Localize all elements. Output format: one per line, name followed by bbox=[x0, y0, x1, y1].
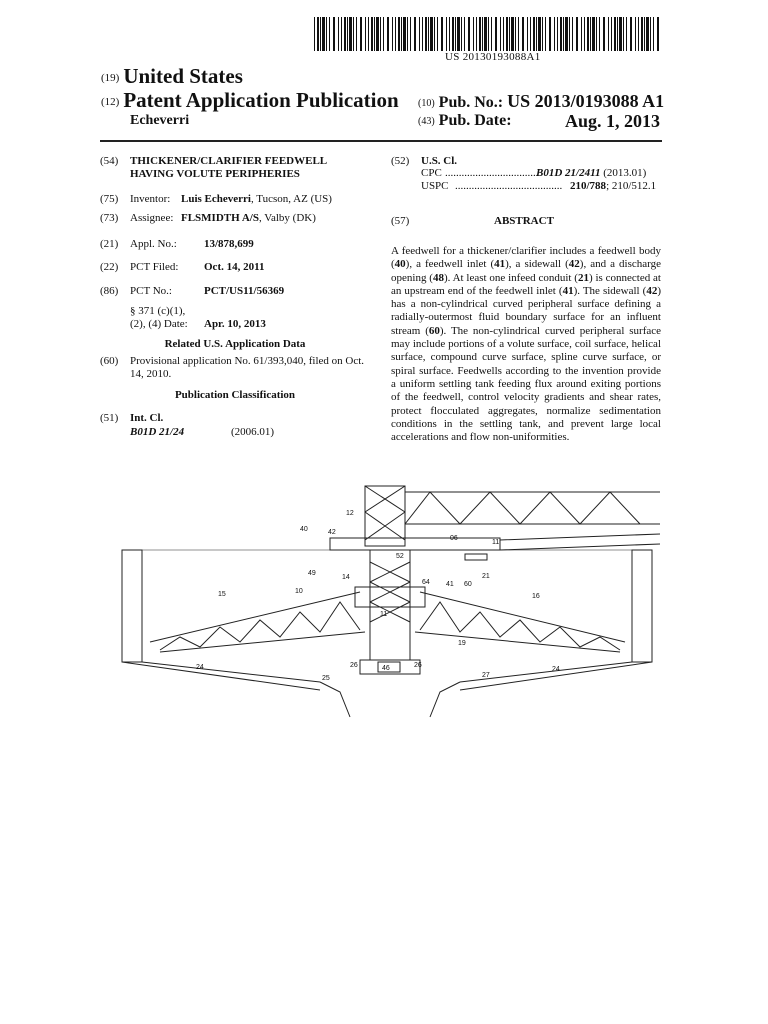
barcode-bar bbox=[455, 17, 456, 51]
barcode-bar bbox=[650, 17, 651, 51]
us-cl-label: U.S. Cl. bbox=[421, 155, 458, 167]
ref-numeral: 48 bbox=[432, 271, 444, 284]
barcode-bar bbox=[482, 17, 483, 51]
barcode-bar bbox=[360, 17, 362, 51]
barcode-bar bbox=[414, 17, 416, 51]
uspc-secondary: ; 210/512.1 bbox=[606, 180, 657, 192]
barcode-bar bbox=[488, 17, 489, 51]
patent-drawing bbox=[120, 482, 660, 722]
pubtype-name: Patent Application Publication bbox=[123, 88, 399, 112]
barcode-bar bbox=[506, 17, 508, 51]
barcode-bar bbox=[434, 17, 435, 51]
pct-filed-label: PCT Filed: bbox=[130, 261, 179, 273]
country-heading bbox=[101, 64, 243, 89]
barcode-bar bbox=[344, 17, 346, 51]
barcode-bar bbox=[530, 17, 531, 51]
barcode-bar bbox=[461, 17, 462, 51]
barcode-bar bbox=[635, 17, 636, 51]
drawing-label: 52 bbox=[396, 553, 404, 560]
barcode-bar bbox=[341, 17, 342, 51]
inventor-label: Inventor: bbox=[130, 193, 171, 205]
drawing-label: 14 bbox=[342, 574, 350, 581]
bridge-truss bbox=[365, 486, 660, 546]
drawing-label: 64 bbox=[422, 579, 430, 586]
barcode-bar bbox=[560, 17, 562, 51]
barcode-bar bbox=[329, 17, 330, 51]
pubno-value: US 2013/0193088 A1 bbox=[507, 91, 665, 111]
title-line-2: HAVING VOLUTE PERIPHERIES bbox=[130, 168, 300, 180]
abstract-seg: ). The non-cylindrical curved peripheral surface may include portions of a volute surface, coil surface, helical surface, compound curve surface, spline curve surface, or spiral surface. Feedwells according to the invention provide a uniform settling tank feeding flux around exiting portions of the feedwell, control velocity gradients and shear rates, protect flocculated aggregates, normalize sedimentation conditions in the settling tank, and prevent large local accelerations and flow non-uniformities. bbox=[391, 324, 662, 444]
barcode-bar bbox=[533, 17, 535, 51]
appl-no-value: 13/878,699 bbox=[204, 238, 254, 250]
field-57-code: (57) bbox=[391, 215, 410, 227]
drawing-label: 15 bbox=[218, 591, 226, 598]
drawing-label: 41 bbox=[446, 581, 454, 588]
barcode-bar bbox=[590, 17, 591, 51]
field-60-code: (60) bbox=[100, 355, 119, 367]
barcode-bar bbox=[317, 17, 319, 51]
barcode-number: US 20130193088A1 bbox=[445, 51, 541, 63]
uspc-dots: ....................................... bbox=[455, 180, 563, 192]
drawing-label: 11 bbox=[492, 539, 500, 546]
int-cl-class: B01D 21/24 bbox=[130, 426, 185, 438]
barcode-bar bbox=[374, 17, 375, 51]
field-22-code: (22) bbox=[100, 261, 119, 273]
barcode-bar bbox=[584, 17, 585, 51]
barcode-bar bbox=[428, 17, 429, 51]
barcode-bar bbox=[479, 17, 481, 51]
barcode-bar bbox=[365, 17, 366, 51]
pubtype-code: (12) bbox=[101, 96, 120, 109]
title-line-1: THICKENER/CLARIFIER FEEDWELL bbox=[130, 155, 328, 167]
barcode-bar bbox=[611, 17, 612, 51]
ref-numeral: 41 bbox=[494, 258, 506, 271]
provisional-line-1: Provisional application No. 61/393,040, filed on Oct. bbox=[130, 355, 365, 367]
barcode-bar bbox=[554, 17, 555, 51]
drawing-label: 27 bbox=[482, 672, 490, 679]
feed-pipe bbox=[330, 534, 660, 560]
drawing-label: 24 bbox=[196, 664, 204, 671]
barcode-bar bbox=[545, 17, 546, 51]
field-86-code: (86) bbox=[100, 285, 119, 297]
drawing-label: 49 bbox=[308, 570, 316, 577]
barcode-bar bbox=[587, 17, 589, 51]
drawing-label: 25 bbox=[322, 675, 330, 682]
pct-no-label: PCT No.: bbox=[130, 285, 172, 297]
abstract-seg: ) has a non-cylindrical curved peripheral surface defining a radially-outermost fluid boundary surface for an influent stream ( bbox=[391, 284, 661, 337]
barcode-bar bbox=[557, 17, 558, 51]
section-371-line-1: § 371 (c)(1), bbox=[130, 305, 186, 317]
barcode-bar bbox=[398, 17, 400, 51]
drawing-label: 12 bbox=[346, 510, 354, 517]
drawing-label: 11 bbox=[380, 611, 388, 618]
barcode-bar bbox=[572, 17, 573, 51]
barcode-bar bbox=[617, 17, 618, 51]
rake-arm-left bbox=[150, 592, 365, 652]
barcode-bar bbox=[641, 17, 643, 51]
barcode-bar bbox=[437, 17, 438, 51]
abstract-seg: ). The sidewall ( bbox=[573, 284, 647, 297]
barcode-bar bbox=[623, 17, 624, 51]
int-cl-year: (2006.01) bbox=[231, 426, 275, 438]
cpc-value bbox=[536, 167, 646, 180]
ref-numeral: 60 bbox=[428, 324, 440, 337]
barcode-bar bbox=[638, 17, 639, 51]
barcode-bar bbox=[368, 17, 369, 51]
barcode-bar bbox=[430, 17, 433, 51]
field-75-code: (75) bbox=[100, 193, 119, 205]
barcode-bar bbox=[356, 17, 357, 51]
barcode-bar bbox=[599, 17, 600, 51]
barcode-bar bbox=[619, 17, 622, 51]
barcode-bar bbox=[536, 17, 537, 51]
barcode-bar bbox=[376, 17, 379, 51]
country-code: (19) bbox=[101, 72, 120, 85]
barcode-bar bbox=[326, 17, 327, 51]
barcode-bar bbox=[401, 17, 402, 51]
barcode-bar bbox=[503, 17, 504, 51]
barcode-bar bbox=[657, 17, 659, 51]
cpc-dots: .................................. bbox=[445, 167, 539, 179]
barcode-bar bbox=[380, 17, 381, 51]
barcode-bar bbox=[419, 17, 420, 51]
barcode-bar bbox=[626, 17, 627, 51]
barcode-bar bbox=[347, 17, 348, 51]
cpc-class: B01D 21/2411 bbox=[536, 167, 601, 179]
barcode-bar bbox=[353, 17, 354, 51]
barcode-bar bbox=[371, 17, 373, 51]
drawing-label: 21 bbox=[482, 573, 490, 580]
barcode-bar bbox=[614, 17, 616, 51]
barcode-bar bbox=[653, 17, 654, 51]
ref-numeral: 40 bbox=[394, 258, 406, 271]
barcode-bar bbox=[387, 17, 389, 51]
barcode-bar bbox=[565, 17, 568, 51]
inventor-value bbox=[181, 193, 332, 206]
barcode-bar bbox=[403, 17, 406, 51]
abstract-seg: ), and a discharge opening ( bbox=[391, 258, 661, 284]
barcode-bar bbox=[349, 17, 352, 51]
abstract-seg: ). At least one infeed conduit ( bbox=[443, 271, 578, 284]
drawing-label: 46 bbox=[382, 665, 390, 672]
center-column bbox=[355, 550, 425, 660]
barcode-bar bbox=[320, 17, 321, 51]
assignee-value bbox=[181, 212, 316, 225]
barcode-bar bbox=[563, 17, 564, 51]
country-name: United States bbox=[123, 64, 243, 88]
barcode-bar bbox=[476, 17, 477, 51]
barcode-bar bbox=[596, 17, 597, 51]
barcode-bar bbox=[509, 17, 510, 51]
barcode-bar bbox=[491, 17, 492, 51]
inventor-short-name: Echeverri bbox=[130, 113, 190, 128]
barcode-bar bbox=[484, 17, 487, 51]
ref-numeral: 41 bbox=[562, 284, 574, 297]
drawing-label: 16 bbox=[532, 593, 540, 600]
barcode-bar bbox=[569, 17, 570, 51]
abstract-heading: ABSTRACT bbox=[494, 215, 554, 227]
assignee-label: Assignee: bbox=[130, 212, 174, 224]
pubdate-label: Pub. Date: bbox=[438, 112, 512, 129]
abstract-text bbox=[391, 245, 661, 444]
pubdate-value: Aug. 1, 2013 bbox=[564, 111, 660, 131]
barcode-bar bbox=[322, 17, 325, 51]
inventor-location: , Tucson, AZ (US) bbox=[250, 193, 332, 205]
pubno-label: Pub. No.: bbox=[438, 94, 504, 111]
drawing-label: 19 bbox=[458, 640, 466, 647]
drawing-label: 06 bbox=[450, 535, 458, 542]
pct-no-value: PCT/US11/56369 bbox=[204, 285, 285, 297]
barcode-bar bbox=[518, 17, 519, 51]
barcode-bar bbox=[333, 17, 335, 51]
appl-no-label: Appl. No.: bbox=[130, 238, 177, 250]
field-21-code: (21) bbox=[100, 238, 119, 250]
uspc-primary: 210/788 bbox=[570, 180, 607, 192]
drawing-label: 10 bbox=[295, 588, 303, 595]
field-51-code: (51) bbox=[100, 412, 119, 424]
barcode-bar bbox=[630, 17, 632, 51]
drawing-label: 42 bbox=[328, 529, 336, 536]
barcode-bar bbox=[468, 17, 470, 51]
abstract-seg: ), a feedwell inlet ( bbox=[405, 258, 495, 271]
barcode-bar bbox=[542, 17, 543, 51]
drawing-label: 26 bbox=[414, 662, 422, 669]
barcode-bar bbox=[407, 17, 408, 51]
int-cl-label: Int. Cl. bbox=[130, 412, 164, 424]
assignee-location: , Valby (DK) bbox=[258, 212, 316, 224]
drawing-label: 26 bbox=[350, 662, 358, 669]
barcode-bar bbox=[383, 17, 384, 51]
barcode-bar bbox=[425, 17, 427, 51]
barcode-bar bbox=[338, 17, 339, 51]
drawing-label: 40 bbox=[300, 526, 308, 533]
ref-numeral: 42 bbox=[568, 258, 580, 271]
barcode-bar bbox=[644, 17, 645, 51]
drawing-label: 60 bbox=[464, 581, 472, 588]
barcode-bar bbox=[452, 17, 454, 51]
publication-number bbox=[418, 91, 664, 112]
abstract-seg: ) is connected at an upstream end of the feedwell inlet ( bbox=[391, 271, 661, 297]
barcode-bar bbox=[576, 17, 578, 51]
pct-filed-value: Oct. 14, 2011 bbox=[204, 261, 265, 273]
barcode-bar bbox=[511, 17, 514, 51]
pubdate-code: (43) bbox=[418, 115, 435, 127]
barcode-bar bbox=[538, 17, 541, 51]
barcode-bar bbox=[549, 17, 551, 51]
cpc-year: (2013.01) bbox=[603, 167, 647, 179]
rake-arm-right bbox=[415, 592, 625, 652]
publication-classification-heading: Publication Classification bbox=[174, 389, 296, 401]
barcode-bar bbox=[441, 17, 443, 51]
field-52-code: (52) bbox=[391, 155, 410, 167]
uspc-value bbox=[570, 180, 656, 193]
barcode-bar bbox=[392, 17, 393, 51]
uspc-label: USPC bbox=[421, 180, 449, 192]
publication-type bbox=[101, 88, 399, 113]
barcode-bar bbox=[515, 17, 516, 51]
barcode-bar bbox=[500, 17, 501, 51]
related-data-heading: Related U.S. Application Data bbox=[164, 338, 306, 350]
abstract-seg: ), a sidewall ( bbox=[505, 258, 569, 271]
barcode-bar bbox=[422, 17, 423, 51]
barcode-bar bbox=[473, 17, 474, 51]
barcode-bar bbox=[314, 17, 315, 51]
inventor-name: Luis Echeverri bbox=[181, 193, 251, 205]
barcode-bar bbox=[603, 17, 605, 51]
field-54-code: (54) bbox=[100, 155, 119, 167]
provisional-line-2: 14, 2010. bbox=[130, 368, 172, 380]
drawing-label: 24 bbox=[552, 666, 560, 673]
barcode-bar bbox=[527, 17, 528, 51]
pubno-code: (10) bbox=[418, 97, 435, 109]
ref-numeral: 42 bbox=[646, 284, 658, 297]
barcode-bar bbox=[646, 17, 649, 51]
barcode-bar bbox=[395, 17, 396, 51]
tank-walls bbox=[122, 550, 652, 717]
barcode-bar bbox=[410, 17, 411, 51]
ref-numeral: 21 bbox=[577, 271, 589, 284]
barcode-bar bbox=[446, 17, 447, 51]
floor-base bbox=[360, 660, 420, 674]
barcode-bar bbox=[608, 17, 609, 51]
publication-date bbox=[418, 112, 660, 130]
assignee-name: FLSMIDTH A/S bbox=[181, 212, 259, 224]
barcode-bar bbox=[581, 17, 582, 51]
cpc-label: CPC bbox=[421, 167, 442, 179]
reference-numerals bbox=[196, 510, 560, 682]
barcode-bar bbox=[495, 17, 497, 51]
barcode-bar bbox=[449, 17, 450, 51]
field-73-code: (73) bbox=[100, 212, 119, 224]
barcode-bar bbox=[464, 17, 465, 51]
section-371-line-2: (2), (4) Date: bbox=[130, 318, 188, 330]
barcode-bar bbox=[457, 17, 460, 51]
abstract-seg: A feedwell for a thickener/clarifier includes a feedwell body ( bbox=[391, 245, 661, 271]
barcode bbox=[314, 17, 662, 51]
barcode-bar bbox=[522, 17, 524, 51]
barcode-bar bbox=[592, 17, 595, 51]
header-rule bbox=[100, 140, 662, 142]
section-371-date: Apr. 10, 2013 bbox=[204, 318, 266, 330]
